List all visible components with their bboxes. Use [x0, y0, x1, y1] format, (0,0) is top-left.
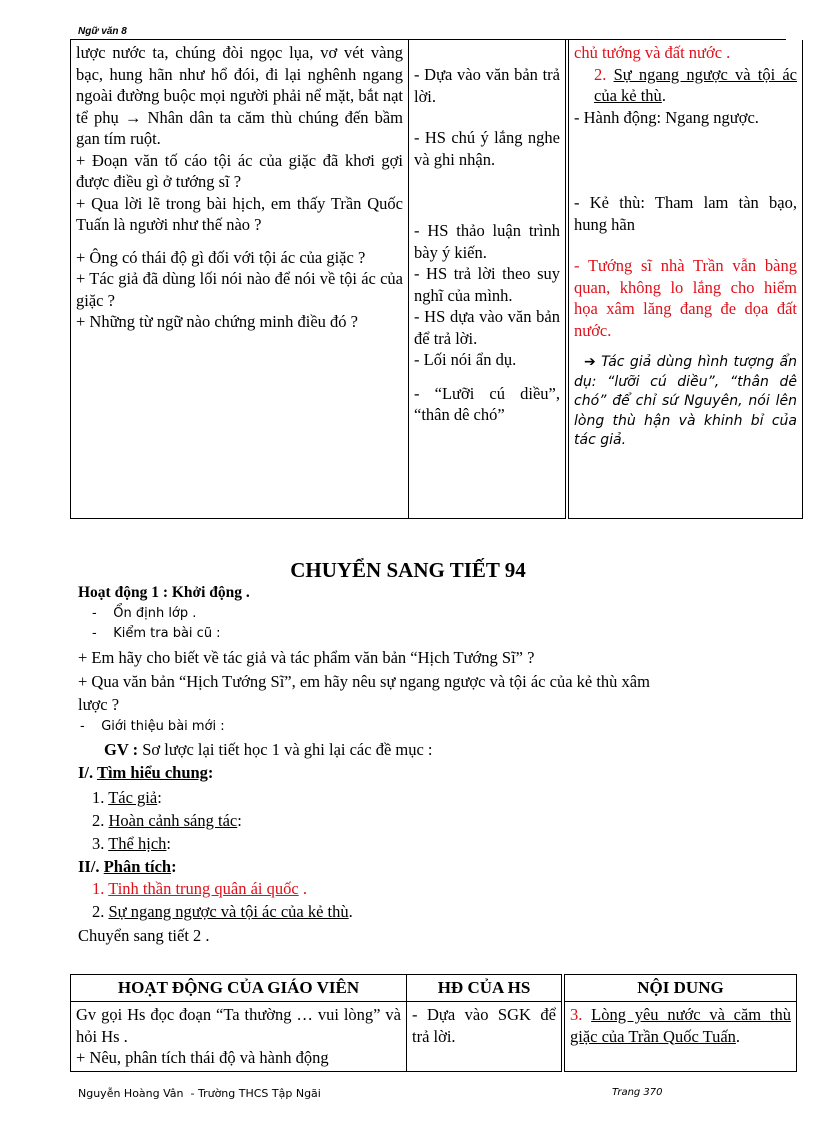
- content-arrow-note: Tác giả dùng hình tượng ẩn dụ: “lưỡi cú diều”, “thân dê chó” để chỉ sứ Nguyên, nói lên lòng thù hận và khinh bỉ của tác giả.: [574, 354, 797, 448]
- review-question-2-cont: lược ?: [78, 695, 120, 714]
- section-2-item-1: 1. Tinh thần trung quân ái quốc .: [92, 879, 307, 898]
- teacher-question-5: + Những từ ngữ nào chứng minh điều đó ?: [76, 312, 358, 331]
- page-header-subject: Ngữ văn 8: [78, 26, 127, 37]
- section-title: CHUYỂN SANG TIẾT 94: [290, 558, 526, 582]
- student-answer-5: - HS dựa vào văn bản để trả lời.: [414, 307, 560, 348]
- section-2-heading: II/. Phân tích:: [78, 857, 177, 876]
- content-heading: Sự ngang ngược và tội ác của kẻ thù: [594, 64, 798, 105]
- kiem-tra-item: - Kiểm tra bài cũ :: [92, 626, 221, 641]
- gioi-thieu-item: - Giới thiệu bài mới :: [80, 719, 225, 734]
- student-answer-4: - HS trả lời theo suy nghĩ của mình.: [414, 264, 560, 305]
- bottom-content-heading: Lòng yêu nước và căm thù giặc của Trần Quốc Tuấn: [570, 1005, 791, 1046]
- student-answer-6: - Lối nói ẩn dụ.: [414, 350, 517, 369]
- content-red-top: chủ tướng và đất nước .: [574, 43, 731, 62]
- content-ke-thu: - Kẻ thù: Tham lam tàn bạo, hung hãn: [574, 193, 797, 234]
- bottom-teacher-cell: [71, 1002, 407, 1072]
- on-dinh-item: - Ổn định lớp .: [92, 606, 197, 621]
- teacher-question-4: + Tác giả đã dùng lối nói nào để nói về tội ác của giặc ?: [76, 269, 403, 310]
- header-student: HĐ CỦA HS: [407, 975, 564, 1002]
- student-column: [409, 40, 568, 518]
- header-teacher: HOẠT ĐỘNG CỦA GIÁO VIÊN: [71, 975, 407, 1002]
- footer-page: Trang 370: [612, 1087, 663, 1098]
- arrow-icon: ➔: [584, 354, 596, 370]
- section-1-item-1: 1. Tác giả:: [92, 788, 162, 807]
- review-question-1: + Em hãy cho biết về tác giả và tác phẩm văn bản “Hịch Tướng Sĩ” ?: [78, 648, 535, 667]
- footer-author: Nguyễn Hoàng Vân - Trường THCS Tập Ngãi: [78, 1087, 321, 1100]
- hoat-dong-heading: Hoạt động 1 : Khởi động .: [78, 584, 250, 601]
- teacher-text-1: lược nước ta, chúng đòi ngọc lụa, vơ vét vàng bạc, hung hãn như hổ đói, đi lại nghênh ngang ngoài đường buộc mọi người phải nể mặt, bắt nạt tể phụ → Nhân dân ta căm thù chúng đến bầm gan tím ruột.: [76, 43, 403, 148]
- gv-summary: GV : Sơ lược lại tiết học 1 và ghi lại các đề mục :: [104, 740, 433, 759]
- section-2-item-2: 2. Sự ngang ngược và tội ác của kẻ thù.: [92, 902, 353, 921]
- top-activity-table: [70, 40, 803, 519]
- teacher-column: [71, 40, 409, 518]
- teacher-question-1: + Đoạn văn tố cáo tội ác của giặc đã khơi gợi được điều gì ở tướng sĩ ?: [76, 150, 403, 191]
- bottom-teacher-text-2: + Nêu, phân tích thái độ và hành động: [76, 1048, 329, 1067]
- bottom-teacher-text-1: Gv gọi Hs đọc đoạn “Ta thường … vui lòng” và hỏi Hs .: [76, 1005, 401, 1046]
- content-heading-number: 2.: [594, 64, 607, 84]
- section-1-item-3: 3. Thể hịch:: [92, 834, 171, 853]
- review-question-2: + Qua văn bản “Hịch Tướng Sĩ”, em hãy nêu sự ngang ngược và tội ác của kẻ thù xâm: [78, 672, 650, 691]
- transition-note: Chuyển sang tiết 2 .: [78, 926, 210, 945]
- student-answer-1: - Dựa vào văn bản trả lời.: [414, 65, 560, 106]
- section-1-item-2: 2. Hoàn cảnh sáng tác:: [92, 811, 242, 830]
- student-answer-2: - HS chú ý lắng nghe và ghi nhận.: [414, 128, 560, 169]
- content-column: chủ tướng và đất nước . 2. Sự ngang ngược và tội ác của kẻ thù. - Hành động: Ngang ngược. - Kẻ thù: Tham lam tàn bạo, hung hãn - Tướng sĩ nhà Trần vẫn bàng quan, không lo lắng cho hiểm họa xâm lăng đang đe dọa đất nước. ➔ Tác giả dùng hình tượng ẩn dụ: “lưỡi cú diều”, “thân dê chó” để chỉ sứ Nguyên, nói lên lòng thù hận và khinh bỉ của tác giả.: [567, 40, 803, 518]
- bottom-activity-table: [70, 974, 797, 1072]
- content-red-note: - Tướng sĩ nhà Trần vẫn bàng quan, không lo lắng cho hiểm họa xâm lăng đang đe dọa đất nước.: [574, 256, 797, 340]
- bottom-student-cell: - Dựa vào SGK để trả lời.: [407, 1002, 564, 1072]
- bottom-content-cell: 3. Lòng yêu nước và căm thù giặc của Trần Quốc Tuấn.: [563, 1002, 797, 1072]
- section-1-heading: I/. Tìm hiểu chung:: [78, 763, 214, 782]
- content-hanh-dong: - Hành động: Ngang ngược.: [574, 107, 759, 127]
- student-answer-7: - “Lưỡi cú diều”, “thân dê chó”: [414, 383, 560, 424]
- student-answer-3: - HS thảo luận trình bày ý kiến.: [414, 221, 560, 262]
- teacher-question-3: + Ông có thái độ gì đối với tội ác của giặc ?: [76, 247, 366, 267]
- teacher-question-2: + Qua lời lẽ trong bài hịch, em thấy Trần Quốc Tuấn là người như thế nào ?: [76, 193, 403, 234]
- header-content: NỘI DUNG: [563, 975, 797, 1002]
